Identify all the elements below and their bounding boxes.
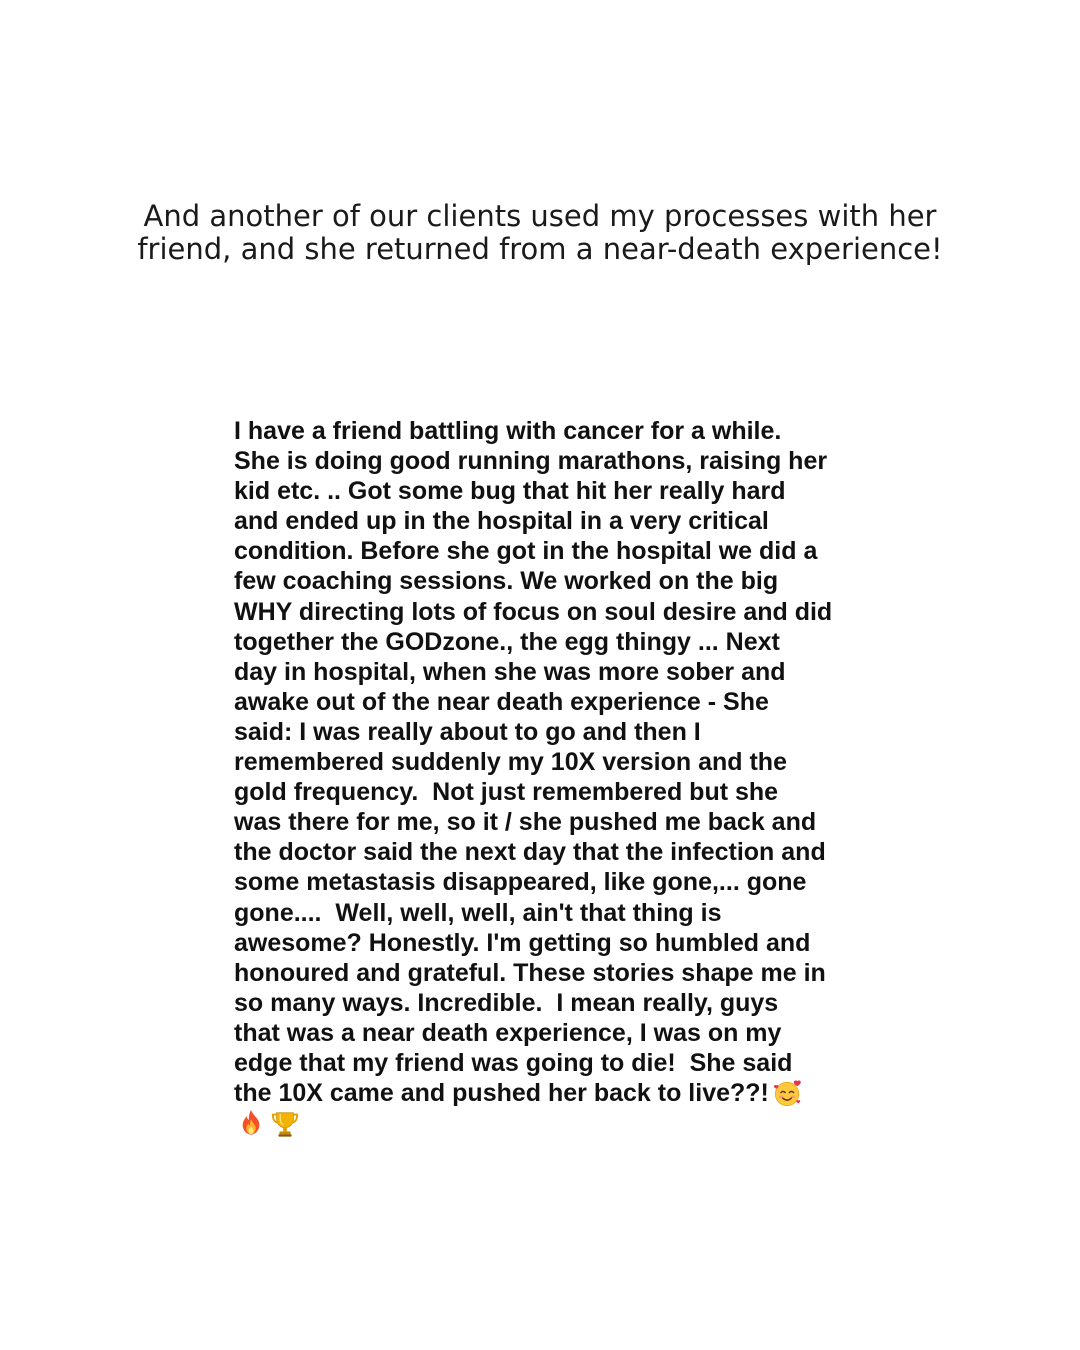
story-line-19: honoured and grateful. These stories shape me in xyxy=(234,958,826,987)
story-line-16: some metastasis disappeared, like gone,... gone xyxy=(234,868,807,897)
headline-line-1: And another of our clients used my processes with her xyxy=(143,199,937,233)
smiling-face-with-hearts-icon xyxy=(773,1078,803,1108)
story-line-23 xyxy=(234,1078,874,1108)
story-line-3: kid etc. .. Got some bug that hit her really hard xyxy=(234,477,786,506)
trophy-icon xyxy=(270,1108,300,1138)
story-line-1: I have a friend battling with cancer for a while. xyxy=(234,417,782,445)
story-line-2: She is doing good running marathons, raising her xyxy=(234,447,828,476)
story-line-21: that was a near death experience, I was on my xyxy=(234,1018,782,1047)
headline xyxy=(80,200,1000,266)
story-line-4: and ended up in the hospital in a very critical xyxy=(234,507,769,536)
story-line-5: condition. Before she got in the hospital we did a xyxy=(234,537,818,566)
story-line-emojis xyxy=(234,1108,874,1138)
story-line-8: together the GODzone., the egg thingy ... Next xyxy=(234,627,780,656)
story-line-10: awake out of the near death experience - She xyxy=(234,687,769,716)
story-line-13: gold frequency. Not just remembered but she xyxy=(234,778,779,807)
headline-line-2: friend, and she returned from a near-death experience! xyxy=(137,232,943,266)
story-line-9: day in hospital, when she was more sober and xyxy=(234,657,786,686)
story-line-23-text: the 10X came and pushed her back to live??! xyxy=(234,1079,769,1108)
story-line-6: few coaching sessions. We worked on the big xyxy=(234,567,779,596)
story-line-12: remembered suddenly my 10X version and the xyxy=(234,748,787,777)
story-line-11: said: I was really about to go and then I xyxy=(234,717,701,746)
story-line-20: so many ways. Incredible. I mean really, guys xyxy=(234,988,779,1017)
story-line-17: gone.... Well, well, well, ain't that thing is xyxy=(234,898,722,927)
story-line-22: edge that my friend was going to die! She said xyxy=(234,1048,793,1077)
story-line-18: awesome? Honestly. I'm getting so humbled and xyxy=(234,928,811,957)
story-line-15: the doctor said the next day that the infection and xyxy=(234,838,826,867)
fire-icon xyxy=(236,1108,266,1138)
story-line-14: was there for me, so it / she pushed me back and xyxy=(234,808,817,837)
story-line-7: WHY directing lots of focus on soul desire and did xyxy=(234,597,833,626)
testimonial-text xyxy=(234,416,874,1138)
